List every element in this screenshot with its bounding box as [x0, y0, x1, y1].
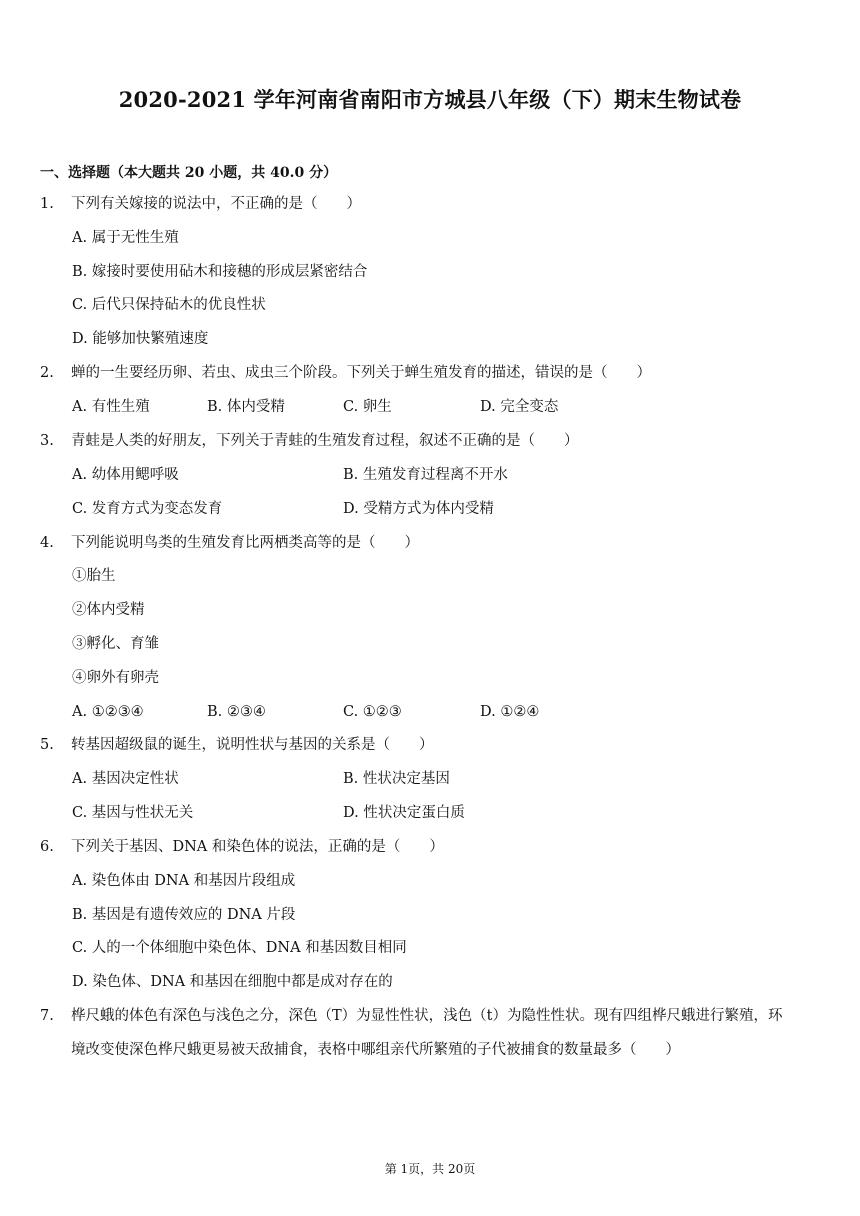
option-c: C. 人的一个体细胞中染色体、DNA 和基因数目相同	[72, 940, 407, 956]
question-number: 5.	[40, 737, 54, 753]
option-d: D. ①②④	[480, 704, 540, 720]
option-b: B. 基因是有遗传效应的 DNA 片段	[72, 907, 296, 923]
question-number: 2.	[40, 365, 54, 381]
question-stem: 下列有关嫁接的说法中，不正确的是（ ）	[71, 196, 361, 212]
question-number: 6.	[40, 839, 54, 855]
statement-item: ②体内受精	[72, 602, 145, 618]
statement-item: ④卵外有卵壳	[72, 670, 159, 686]
option-c: C. 后代只保持砧木的优良性状	[72, 297, 266, 313]
option-b: B. 嫁接时要使用砧木和接穗的形成层紧密结合	[72, 264, 368, 280]
option-a: A. 幼体用鳃呼吸	[72, 467, 179, 483]
question-stem: 下列关于基因、DNA 和染色体的说法，正确的是（ ）	[71, 839, 444, 855]
option-d: D. 受精方式为体内受精	[343, 501, 494, 517]
option-a: A. ①②③④	[72, 704, 144, 720]
question-number: 3.	[40, 433, 54, 449]
question-number: 4.	[40, 535, 54, 551]
section-heading: 一、选择题（本大题共 20 小题，共 40.0 分）	[40, 165, 338, 181]
option-d: D. 完全变态	[480, 399, 559, 415]
question-stem: 转基因超级鼠的诞生，说明性状与基因的关系是（ ）	[71, 737, 434, 753]
option-d: D. 染色体、DNA 和基因在细胞中都是成对存在的	[72, 974, 393, 990]
question-stem-continued: 境改变使深色桦尺蛾更易被天敌捕食，表格中哪组亲代所繁殖的子代被捕食的数量最多（ ）	[71, 1042, 680, 1058]
option-c: C. 基因与性状无关	[72, 805, 194, 821]
question-stem: 桦尺蛾的体色有深色与浅色之分，深色（T）为显性性状，浅色（t）为隐性性状。现有四组桦尺蛾进行繁殖，环	[71, 1008, 783, 1024]
question-stem: 蝉的一生要经历卵、若虫、成虫三个阶段。下列关于蝉生殖发育的描述，错误的是（ ）	[71, 365, 651, 381]
option-b: B. ②③④	[207, 704, 266, 720]
option-c: C. 卵生	[343, 399, 392, 415]
question-stem: 下列能说明鸟类的生殖发育比两栖类高等的是（ ）	[71, 535, 419, 551]
question-number: 7.	[40, 1008, 54, 1024]
page-footer: 第 1页，共 20页	[384, 1162, 476, 1176]
option-a: A. 基因决定性状	[72, 771, 179, 787]
option-a: A. 有性生殖	[72, 399, 150, 415]
statement-item: ③孵化、育雏	[72, 636, 159, 652]
option-c: C. ①②③	[343, 704, 402, 720]
option-b: B. 性状决定基因	[343, 771, 450, 787]
question-number: 1.	[40, 196, 54, 212]
option-d: D. 能够加快繁殖速度	[72, 331, 209, 347]
option-b: B. 体内受精	[207, 399, 285, 415]
statement-item: ①胎生	[72, 568, 116, 584]
option-a: A. 属于无性生殖	[72, 230, 179, 246]
option-d: D. 性状决定蛋白质	[343, 805, 465, 821]
option-b: B. 生殖发育过程离不开水	[343, 467, 508, 483]
document-title: 2020-2021 学年河南省南阳市方城县八年级（下）期末生物试卷	[118, 87, 742, 112]
option-c: C. 发育方式为变态发育	[72, 501, 223, 517]
question-stem: 青蛙是人类的好朋友，下列关于青蛙的生殖发育过程，叙述不正确的是（ ）	[71, 433, 579, 449]
option-a: A. 染色体由 DNA 和基因片段组成	[72, 873, 296, 889]
